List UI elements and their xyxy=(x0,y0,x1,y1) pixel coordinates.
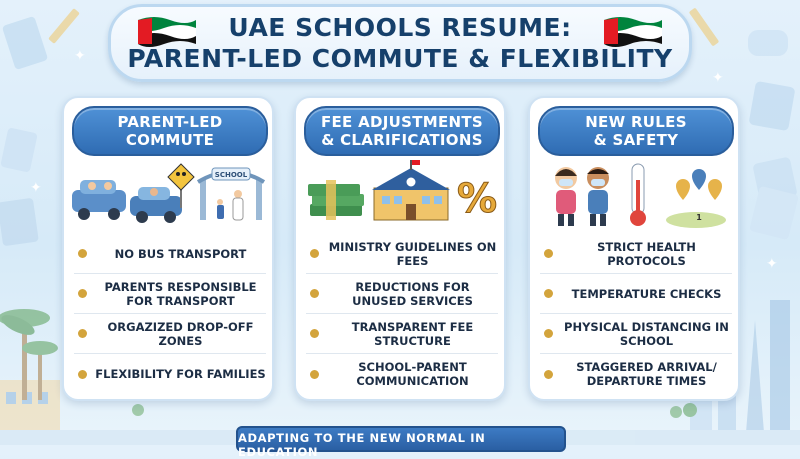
student-masked-icon xyxy=(555,167,577,226)
card-heading-line-1: PARENT-LED xyxy=(117,113,223,131)
list-item-text: PARENTS RESPONSIBLE FOR TRANSPORT xyxy=(104,279,257,308)
card-header xyxy=(538,106,734,156)
bullet-icon xyxy=(544,249,553,258)
school-gate-icon xyxy=(198,168,264,220)
card-heading-line-2: & SAFETY xyxy=(593,131,679,149)
list-item-text: ORGAZIZED DROP-OFF ZONES xyxy=(107,319,254,348)
svg-text:1: 1 xyxy=(696,213,702,222)
list-item-text: NO BUS TRANSPORT xyxy=(114,246,247,261)
title-line-1: UAE SCHOOLS RESUME: xyxy=(228,13,572,42)
bullet-icon xyxy=(78,370,87,379)
commute-illustration xyxy=(70,160,270,230)
bullet-icon xyxy=(310,370,319,379)
sparkle-icon: ✦ xyxy=(74,48,86,64)
list-item xyxy=(540,274,732,314)
bullet-icon xyxy=(78,249,87,258)
bullet-icon xyxy=(310,329,319,338)
list-item-text: FLEXIBILITY FOR FAMILIES xyxy=(95,367,266,381)
card-items xyxy=(306,234,498,394)
bullet-icon xyxy=(544,370,553,379)
map-pin-icon xyxy=(666,169,726,228)
bullet-icon xyxy=(310,289,319,298)
list-item xyxy=(306,354,498,394)
list-item xyxy=(74,354,266,394)
list-item xyxy=(306,274,498,314)
footer-text: ADAPTING TO THE NEW NORMAL IN EDUCATION xyxy=(238,431,486,459)
card-header xyxy=(72,106,268,156)
list-item xyxy=(540,234,732,274)
bullet-icon xyxy=(78,289,87,298)
sparkle-icon: ✦ xyxy=(30,180,42,196)
card-heading-line-1: FEE ADJUSTMENTS xyxy=(320,113,484,131)
uae-flag-icon xyxy=(134,14,200,46)
car-icon xyxy=(130,187,182,223)
list-item-text: PHYSICAL DISTANCING IN SCHOOL xyxy=(564,319,729,348)
thermometer-icon xyxy=(630,164,646,226)
list-item xyxy=(306,234,498,274)
safety-illustration xyxy=(536,160,736,230)
fees-illustration xyxy=(302,160,502,230)
list-item-text: TRANSPARENT FEE STRUCTURE xyxy=(351,319,474,348)
list-item xyxy=(540,354,732,394)
footer-banner xyxy=(236,426,566,459)
school-building-icon xyxy=(372,160,450,220)
card-new-rules-safety xyxy=(528,96,740,401)
card-parent-led-commute xyxy=(62,96,274,401)
list-item xyxy=(74,234,266,274)
list-item-text: STAGGERED ARRIVAL/ DEPARTURE TIMES xyxy=(576,360,717,388)
list-item xyxy=(306,314,498,354)
sparkle-icon: ✦ xyxy=(766,256,778,272)
list-item-text: MINISTRY GUIDELINES ON FEES xyxy=(328,239,497,268)
list-item-text: TEMPERATURE CHECKS xyxy=(571,286,722,301)
title-line-2: PARENT-LED COMMUTE & FLEXIBILITY xyxy=(127,44,673,73)
card-items xyxy=(74,234,266,394)
uae-flag-icon xyxy=(600,14,666,46)
money-stack-icon xyxy=(308,180,364,220)
list-item-text: REDUCTIONS FOR UNUSED SERVICES xyxy=(352,279,473,308)
list-item xyxy=(74,314,266,354)
card-heading-line-2: & CLARIFICATIONS xyxy=(321,131,483,149)
card-fee-adjustments xyxy=(294,96,506,401)
card-heading-line-2: COMMUTE xyxy=(125,131,215,149)
bullet-icon xyxy=(78,329,87,338)
car-icon xyxy=(72,180,126,220)
student-masked-icon xyxy=(587,167,609,226)
percent-icon: % xyxy=(456,176,498,222)
card-header xyxy=(304,106,500,156)
list-item xyxy=(540,314,732,354)
card-heading-line-1: NEW RULES xyxy=(585,113,687,131)
bullet-icon xyxy=(310,249,319,258)
school-sign-text: SCHOOL xyxy=(214,171,248,179)
bullet-icon xyxy=(544,329,553,338)
bullet-icon xyxy=(544,289,553,298)
list-item-text: STRICT HEALTH PROTOCOLS xyxy=(597,239,696,268)
card-items xyxy=(540,234,732,394)
list-item-text: SCHOOL-PARENT COMMUNICATION xyxy=(356,360,469,388)
list-item xyxy=(74,274,266,314)
sparkle-icon: ✦ xyxy=(712,70,724,86)
